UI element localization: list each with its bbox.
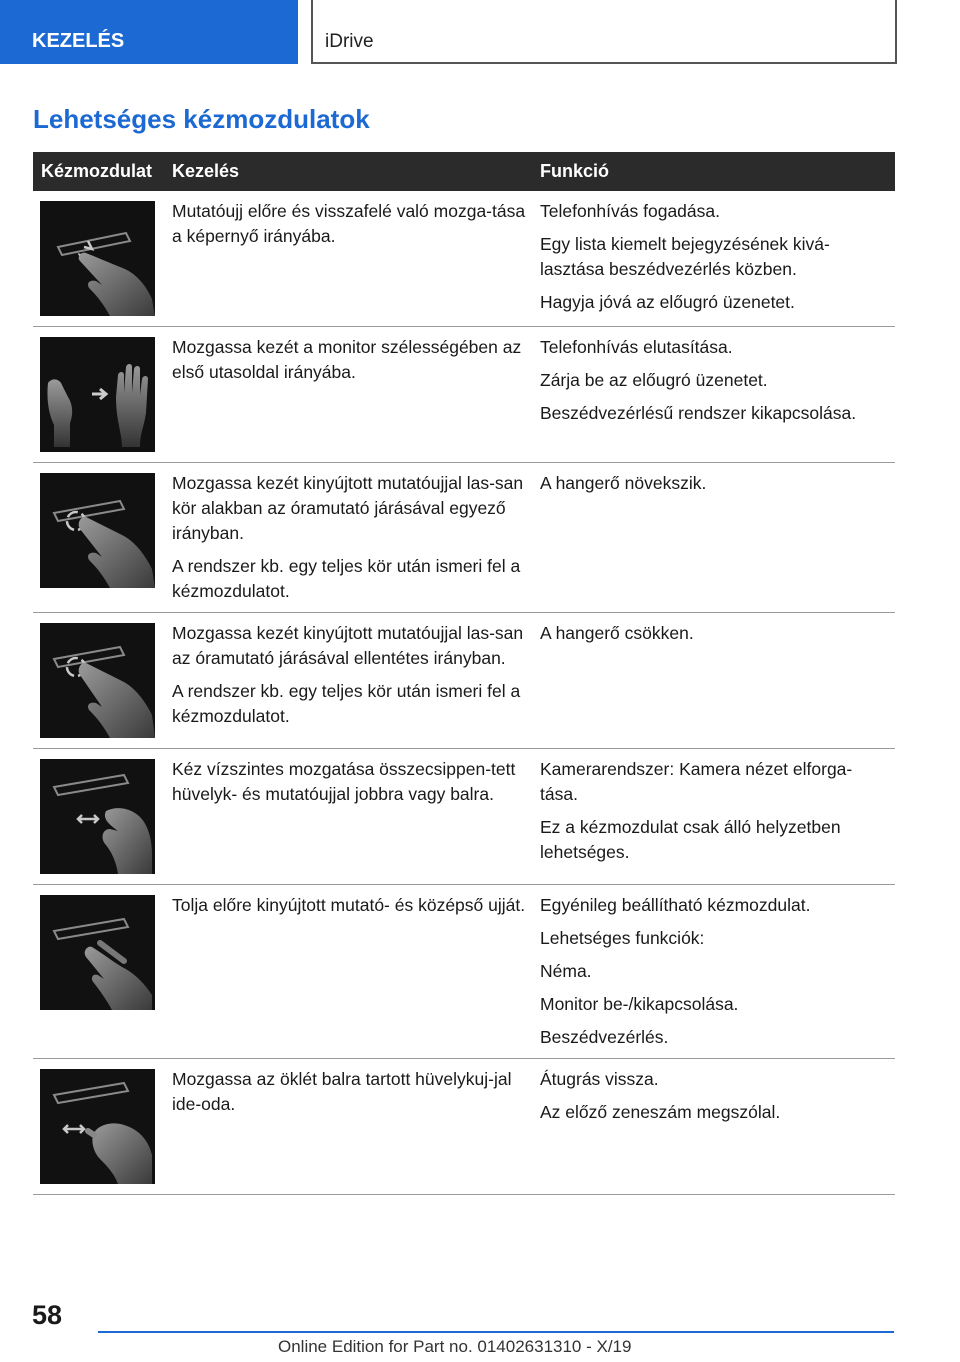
hand-swipe-gesture-icon: [40, 337, 155, 452]
function-text: Beszédvezérlés.: [540, 1027, 669, 1047]
two-finger-push-gesture-icon: [40, 895, 155, 1010]
operation-text: A rendszer kb. egy teljes kör után ismeri fel a kézmozdulatot.: [172, 681, 521, 726]
table-row: [33, 1059, 895, 1195]
section-label: KEZELÉS: [32, 30, 125, 52]
operation-text: A rendszer kb. egy teljes kör után ismeri fel a kézmozdulatot.: [172, 556, 521, 601]
function-text: Telefonhívás fogadása.: [540, 201, 720, 221]
operation-text: Tolja előre kinyújtott mutató- és középső ujját.: [172, 895, 526, 915]
function-text: Monitor be-/kikapcsolása.: [540, 994, 739, 1014]
table-row: [33, 327, 895, 463]
fist-thumb-swipe-gesture-icon: [40, 1069, 155, 1184]
section-tab: [0, 0, 298, 64]
function-text: Az előző zeneszám megszólal.: [540, 1102, 781, 1122]
chapter-label: iDrive: [325, 31, 374, 52]
operation-text: Mutatóujj előre és visszafelé való mozga-tása a képernyő irányába.: [172, 201, 526, 246]
table-row: [33, 191, 895, 327]
function-text: Zárja be az előugró üzenetet.: [540, 370, 768, 390]
operation-text: Kéz vízszintes mozgatása összecsippen-tett hüvelyk- és mutatóujjal jobbra vagy balra.: [172, 759, 516, 804]
function-text: Kamerarendszer: Kamera nézet elforga-tása.: [540, 759, 853, 804]
function-text: A hangerő csökken.: [540, 623, 694, 643]
operation-text: Mozgassa az öklét balra tartott hüvelykuj-jal ide-oda.: [172, 1069, 512, 1114]
finger-push-forward-back-gesture-icon: [40, 201, 155, 316]
function-text: A hangerő növekszik.: [540, 473, 707, 493]
operation-text: Mozgassa kezét a monitor szélességében az első utasoldal irányába.: [172, 337, 522, 382]
footer-edition: Online Edition for Part no. 01402631310 - X/19: [278, 1337, 632, 1356]
table-row: [33, 885, 895, 1059]
gesture-table: [33, 152, 895, 1195]
function-text: Telefonhívás elutasítása.: [540, 337, 733, 357]
page-number: 58: [32, 1300, 63, 1330]
column-header-operation: Kezelés: [172, 152, 540, 191]
page-title: Lehetséges kézmozdulatok: [33, 104, 370, 134]
chapter-tab: [311, 0, 897, 64]
operation-text: Mozgassa kezét kinyújtott mutatóujjal las-san az óramutató járásával ellentétes irányban.: [172, 623, 524, 668]
table-header-row: [33, 152, 895, 191]
function-text: Néma.: [540, 961, 592, 981]
table-row: [33, 613, 895, 749]
column-header-function: Funkció: [540, 152, 895, 191]
table-row: [33, 463, 895, 613]
operation-text: Mozgassa kezét kinyújtott mutatóujjal las-san kör alakban az óramutató járásával egyező irányban.: [172, 473, 524, 543]
circle-counterclockwise-gesture-icon: [40, 623, 155, 738]
function-text: Egyénileg beállítható kézmozdulat.: [540, 895, 811, 915]
table-row: [33, 749, 895, 885]
function-text: Hagyja jóvá az előugró üzenetet.: [540, 292, 795, 312]
function-text: Egy lista kiemelt bejegyzésének kivá-lasztása beszédvezérlés közben.: [540, 234, 830, 279]
footer-divider: [98, 1331, 894, 1333]
function-text: Ez a kézmozdulat csak álló helyzetben lehetséges.: [540, 817, 841, 862]
column-header-gesture: Kézmozdulat: [33, 152, 172, 191]
function-text: Lehetséges funkciók:: [540, 928, 705, 948]
function-text: Átugrás vissza.: [540, 1069, 659, 1089]
circle-clockwise-gesture-icon: [40, 473, 155, 588]
function-text: Beszédvezérlésű rendszer kikapcsolása.: [540, 403, 857, 423]
pinch-move-horizontal-gesture-icon: [40, 759, 155, 874]
